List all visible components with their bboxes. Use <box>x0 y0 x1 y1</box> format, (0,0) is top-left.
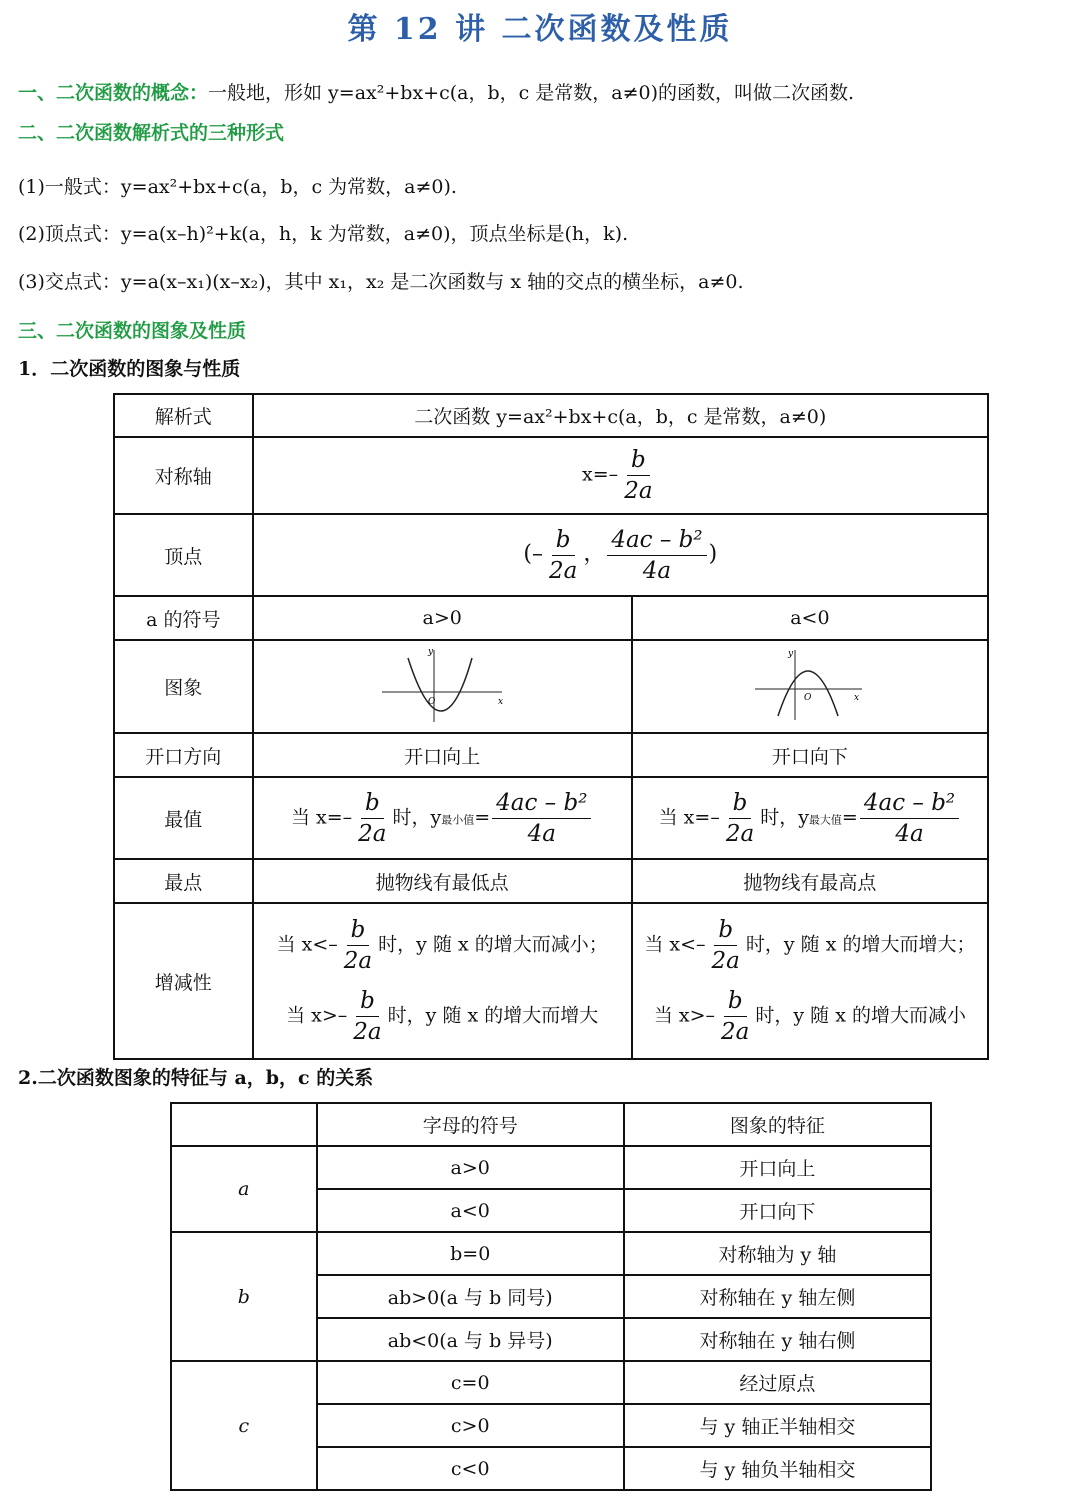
frac-den: 2a <box>624 478 653 504</box>
frac-den: 2a <box>343 948 373 974</box>
frac-den: 2a <box>721 1019 750 1045</box>
corner-cell <box>171 1103 317 1146</box>
opening-down: 开口向下 <box>632 733 988 777</box>
ext-max-label: 最大值 <box>808 813 842 826</box>
mono-cond: 当 x>– <box>286 1004 348 1027</box>
frac-den: 4a <box>895 820 924 847</box>
subsection-1-heading: 1．二次函数的图象与性质 <box>18 358 241 380</box>
row-label-opening: 开口方向 <box>114 733 253 777</box>
frac-den: 4a <box>527 820 556 847</box>
group-c: c <box>171 1361 317 1490</box>
frac-num: 4ac – b² <box>607 525 706 556</box>
sign-cell: a>0 <box>317 1146 624 1189</box>
mono-text: y 随 x 的增大而增大； <box>783 933 976 956</box>
frac-den: 4a <box>642 557 672 584</box>
graph-downward-cell <box>632 640 988 733</box>
frac-num: 4ac – b² <box>860 788 959 819</box>
mono-cond: 当 x<– <box>644 933 706 956</box>
mono-time: 时， <box>378 933 417 956</box>
fraction-b-2a <box>349 986 385 1047</box>
frac-den: 2a <box>548 557 578 584</box>
ext-when: 当 x=– <box>290 806 353 828</box>
mono-time: 时， <box>755 1004 794 1027</box>
feature-cell: 对称轴在 y 轴右侧 <box>624 1318 931 1361</box>
frac-num: b <box>356 986 379 1017</box>
highest-point: 抛物线有最高点 <box>632 859 988 903</box>
section-3-heading: 三、二次函数的图象及性质 <box>18 320 247 342</box>
header-feature: 图象的特征 <box>624 1103 931 1146</box>
frac-num: b <box>347 915 370 946</box>
fraction-b-2a <box>717 986 753 1047</box>
expression-cell: 二次函数 y=ax²+bx+c(a，b，c 是常数，a≠0) <box>253 394 988 437</box>
graph-x-label: x <box>853 693 859 703</box>
row-label-vertex: 顶点 <box>114 514 253 596</box>
axis-prefix: x=– <box>582 463 619 486</box>
section-1-heading: 一、二次函数的概念： <box>18 82 209 104</box>
feature-cell: 与 y 轴正半轴相交 <box>624 1404 931 1447</box>
sign-cell: b=0 <box>317 1232 624 1275</box>
row-label-extreme: 最值 <box>114 777 253 859</box>
sign-negative: a<0 <box>632 596 988 640</box>
mono-cond: 当 x<– <box>276 933 338 956</box>
fraction-b-2a <box>340 915 376 976</box>
mono-time: 时， <box>387 1004 426 1027</box>
fraction-b-2a <box>354 788 390 849</box>
header-sign: 字母的符号 <box>317 1103 624 1146</box>
fraction-4ac-b2 <box>607 525 706 586</box>
formula-vertex: (2)顶点式：y=a(x–h)²+k(a，h，k 为常数，a≠0)，顶点坐标是(h，k). <box>18 223 629 245</box>
group-b: b <box>171 1232 317 1361</box>
frac-num: b <box>627 445 650 476</box>
row-label-axis: 对称轴 <box>114 437 253 514</box>
axis-cell <box>253 437 988 514</box>
mono-time: 时， <box>745 933 784 956</box>
graph-upward-cell <box>253 640 632 733</box>
extreme-min-cell <box>253 777 632 859</box>
section-1 <box>18 78 854 105</box>
sign-positive: a>0 <box>253 596 632 640</box>
graph-y-label: y <box>428 647 434 657</box>
graph-y-label: y <box>787 649 793 659</box>
fraction-b-2a <box>620 445 656 506</box>
ext-min-label: 最小值 <box>441 813 475 826</box>
upward-parabola-graph <box>372 644 512 724</box>
feature-cell: 与 y 轴负半轴相交 <box>624 1447 931 1490</box>
fraction-b-2a <box>722 788 758 849</box>
monotonicity-positive <box>253 903 632 1059</box>
feature-cell: 对称轴为 y 轴 <box>624 1232 931 1275</box>
sign-cell: c<0 <box>317 1447 624 1490</box>
opening-up: 开口向上 <box>253 733 632 777</box>
vertex-cell: (– $\frac{b}{2a}$ ， $\frac{\text{4ac – b²}}{4a}$ ) <box>253 514 988 596</box>
ext-when: 当 x=– <box>658 806 720 828</box>
frac-den: 2a <box>353 1019 382 1045</box>
group-a: a <box>171 1146 317 1232</box>
section-1-text: 一般地，形如 y=ax²+bx+c(a，b，c 是常数，a≠0)的函数，叫做二次函数. <box>208 82 855 104</box>
mono-text: y 随 x 的增大而增大 <box>425 1004 599 1027</box>
graph-x-label: x <box>498 697 504 707</box>
sign-cell: ab<0(a 与 b 异号) <box>317 1318 624 1361</box>
frac-den: 2a <box>358 820 387 847</box>
subsection-2-heading: 2.二次函数图象的特征与 a，b，c 的关系 <box>18 1067 374 1089</box>
sign-cell: ab>0(a 与 b 同号) <box>317 1275 624 1318</box>
formula-intercept: (3)交点式：y=a(x–x₁)(x–x₂)，其中 x₁，x₂ 是二次函数与 x 轴的交点的横坐标，a≠0. <box>18 271 744 293</box>
frac-num: b <box>724 986 747 1017</box>
graph-origin-label: O <box>803 693 812 703</box>
frac-num: b <box>552 525 575 556</box>
feature-cell: 经过原点 <box>624 1361 931 1404</box>
abc-relation-table <box>170 1102 932 1491</box>
row-label-expression: 解析式 <box>114 394 253 437</box>
frac-num: b <box>361 788 384 819</box>
row-label-extreme-point: 最点 <box>114 859 253 903</box>
monotonicity-negative <box>632 903 988 1059</box>
graph-origin-label: O <box>428 697 436 707</box>
row-label-graph: 图象 <box>114 640 253 733</box>
frac-num: b <box>729 788 752 819</box>
fraction-4ac-b2 <box>860 788 959 849</box>
mono-cond: 当 x>– <box>653 1004 715 1027</box>
formula-general: (1)一般式：y=ax²+bx+c(a，b，c 为常数，a≠0). <box>18 176 457 198</box>
sign-cell: c>0 <box>317 1404 624 1447</box>
sign-cell: a<0 <box>317 1189 624 1232</box>
fraction-b-2a <box>545 525 581 586</box>
ext-time: 时，y <box>760 806 809 828</box>
section-2-heading: 二、二次函数解析式的三种形式 <box>18 122 285 144</box>
frac-den: 2a <box>725 820 755 847</box>
row-label-monotonicity: 增减性 <box>114 903 253 1059</box>
ext-time: 时，y <box>392 806 442 828</box>
mono-text: y 随 x 的增大而减小 <box>793 1004 966 1027</box>
feature-cell: 开口向下 <box>624 1189 931 1232</box>
frac-den: 2a <box>711 948 740 974</box>
properties-table <box>113 393 989 1060</box>
mono-text: y 随 x 的增大而减小； <box>416 933 608 956</box>
ext-eq: = <box>474 806 491 828</box>
page-title: 第 12 讲 二次函数及性质 <box>347 12 733 47</box>
sign-cell: c=0 <box>317 1361 624 1404</box>
fraction-b-2a <box>708 915 744 976</box>
ext-eq: = <box>841 806 858 828</box>
frac-num: b <box>714 915 737 946</box>
extreme-max-cell <box>632 777 988 859</box>
feature-cell: 对称轴在 y 轴左侧 <box>624 1275 931 1318</box>
fraction-4ac-b2 <box>492 788 591 849</box>
lowest-point: 抛物线有最低点 <box>253 859 632 903</box>
frac-num: 4ac – b² <box>492 788 591 819</box>
feature-cell: 开口向上 <box>624 1146 931 1189</box>
downward-parabola-graph <box>750 644 870 724</box>
row-label-sign: a 的符号 <box>114 596 253 640</box>
